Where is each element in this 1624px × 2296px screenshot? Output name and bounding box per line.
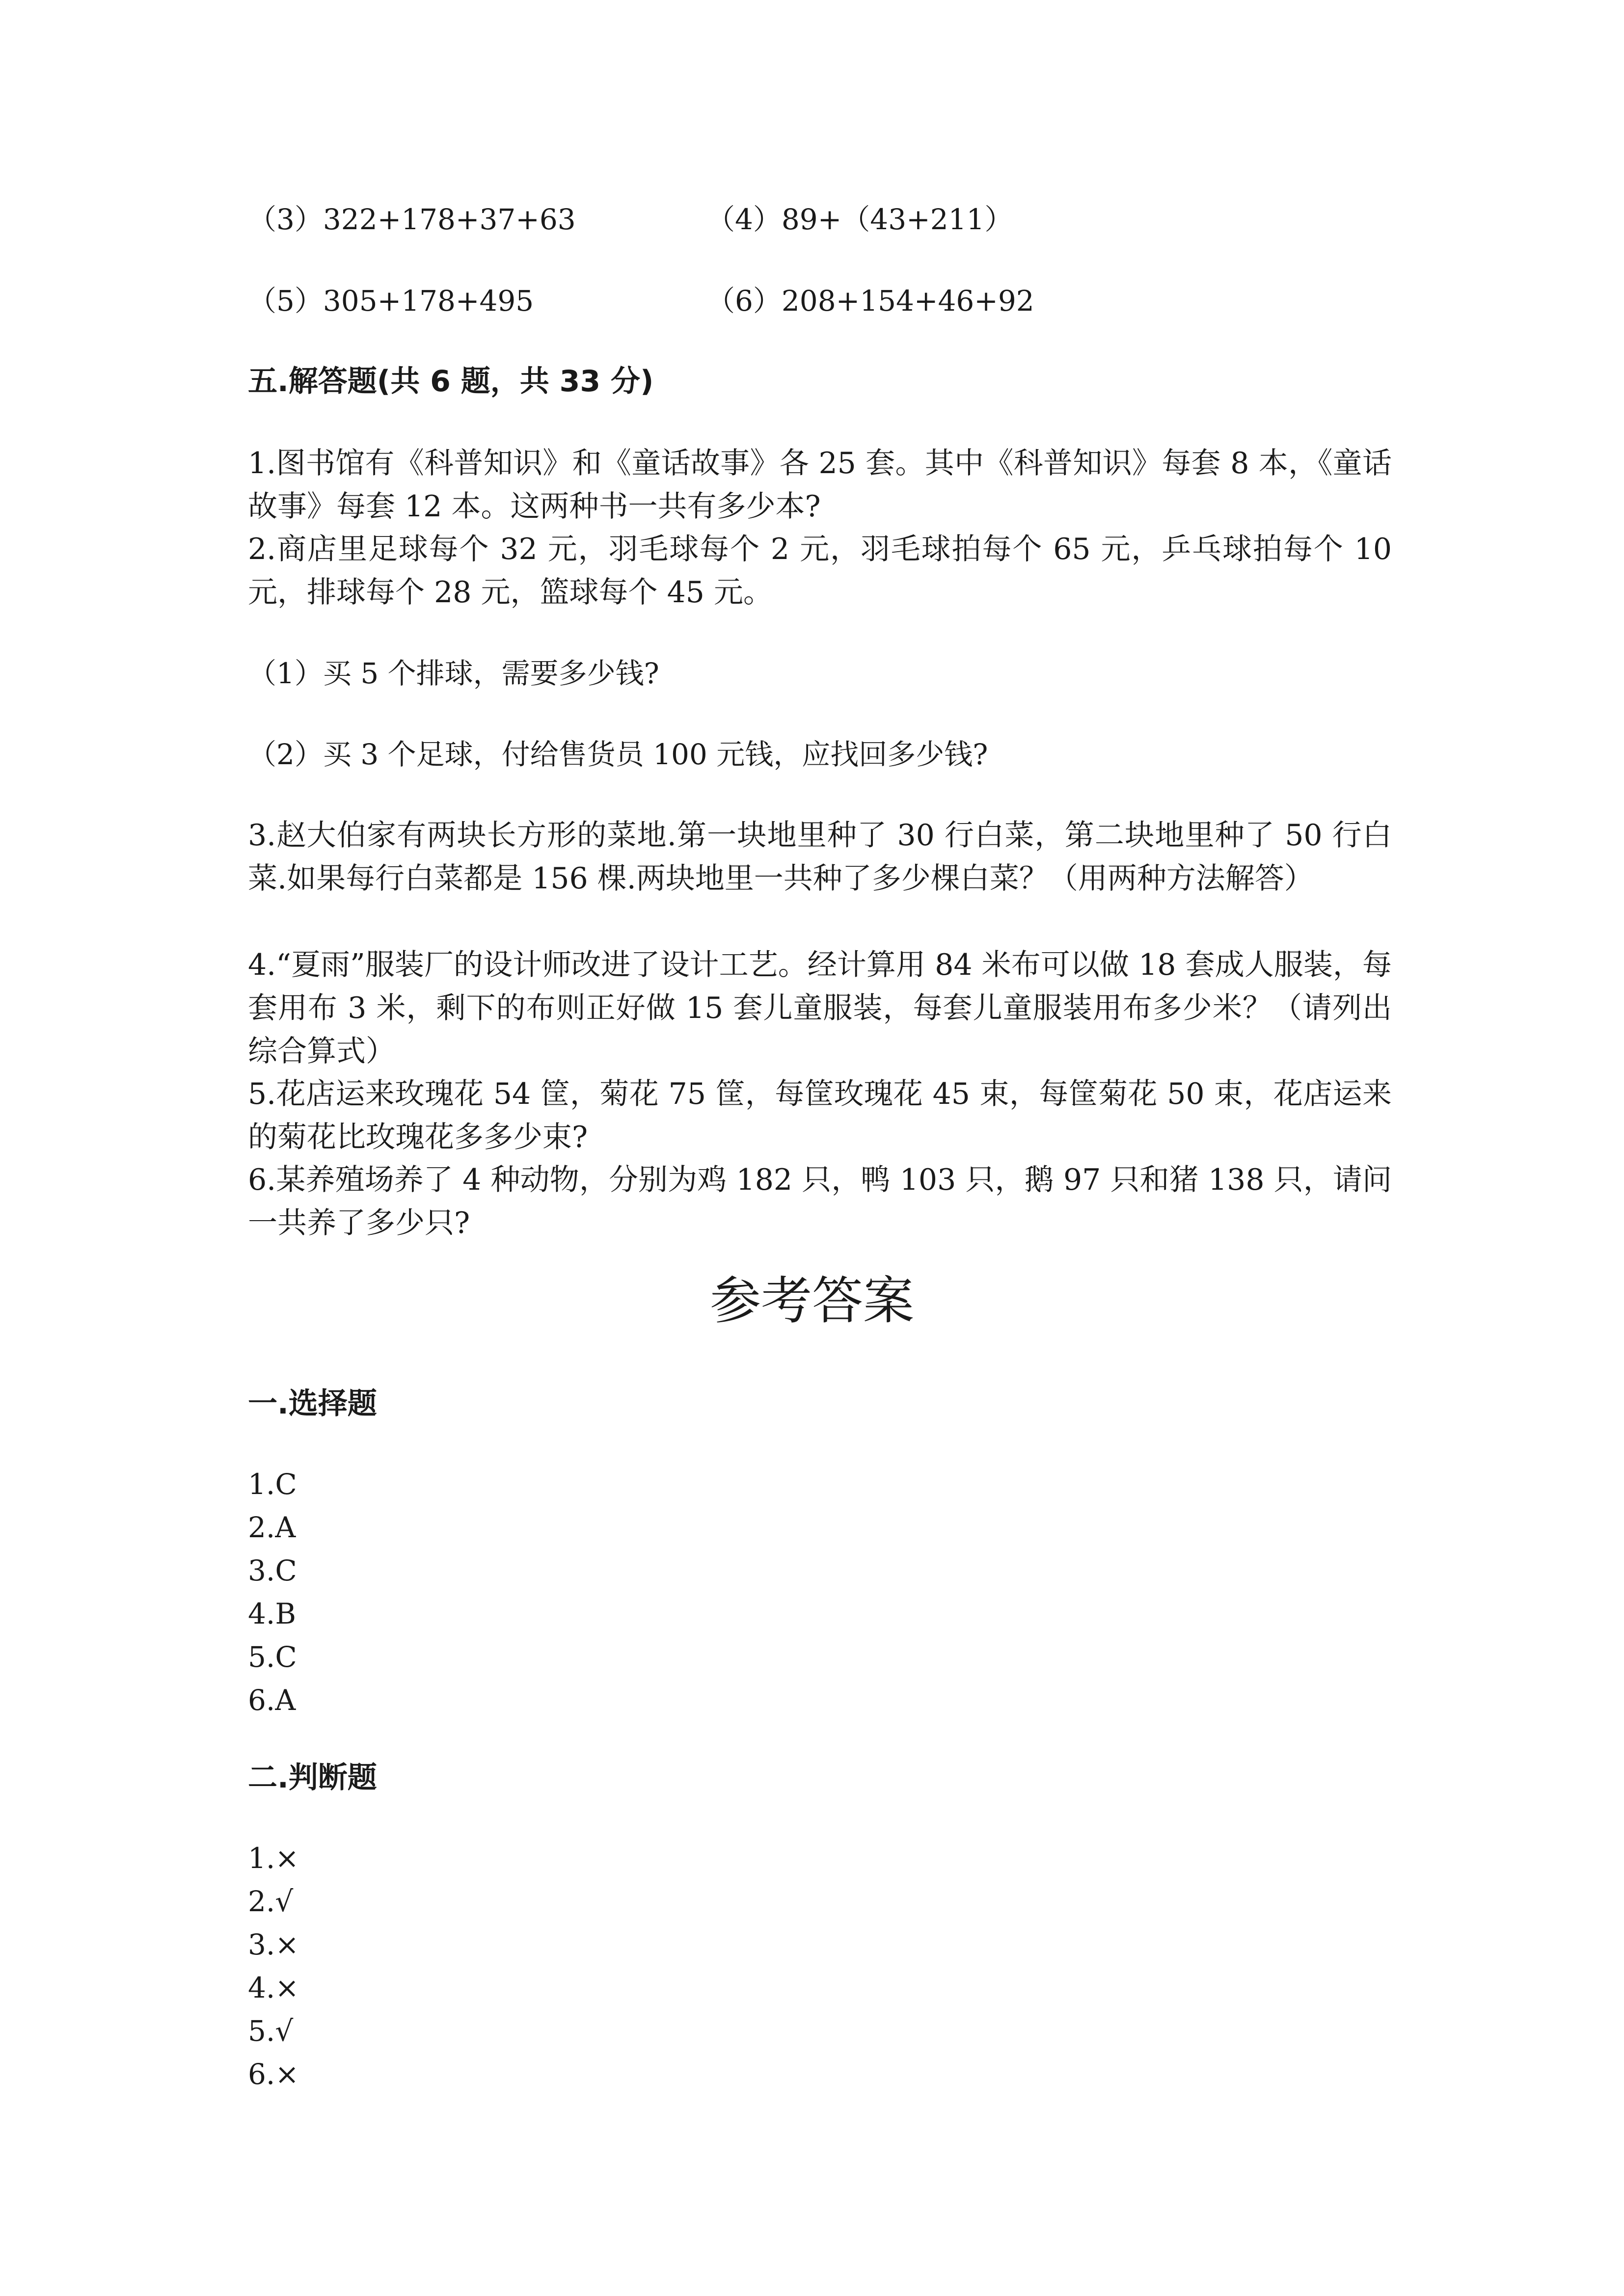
question-3: 3.赵大伯家有两块长方形的菜地.第一块地里种了 30 行白菜，第二块地里种了 50 行白菜.如果每行白菜都是 156 棵.两块地里一共种了多少棵白菜？（用两种方法解答） [248, 818, 1392, 896]
question-2-sub-2: （2）买 3 个足球，付给售货员 100 元钱，应找回多少钱? [248, 738, 988, 771]
answer-item: 5.√ [248, 2014, 294, 2048]
answer-item: 2.√ [248, 1885, 294, 1918]
answer-key-title: 参考答案 [709, 1271, 914, 1331]
calc-row-3-4 [248, 200, 1377, 239]
section-5-heading: 五.解答题(共 6 题，共 33 分) [248, 364, 654, 399]
answer-item: 1.× [248, 1842, 299, 1875]
calc-item-6: （6）208+154+46+92 [706, 284, 1034, 318]
question-2-sub-1: （1）买 5 个排球，需要多少钱? [248, 657, 659, 690]
answers-part2-list [248, 1837, 299, 2096]
calc-row-5-6 [248, 281, 1377, 320]
answer-item: 6.× [248, 2057, 299, 2091]
answers-part1-list [248, 1463, 297, 1722]
answer-item: 4.B [248, 1597, 296, 1630]
calc-item-3: （3）322+178+37+63 [248, 203, 576, 236]
calc-item-5: （5）305+178+495 [248, 284, 534, 318]
question-4: 4.“夏雨”服装厂的设计师改进了设计工艺。经计算用 84 米布可以做 18 套成人服装，每套用布 3 米，剩下的布则正好做 15 套儿童服装，每套儿童服装用布多少米？（请列出综合算式） [248, 948, 1392, 1068]
answer-item: 5.C [248, 1640, 297, 1674]
answer-item: 2.A [248, 1511, 296, 1544]
answers-part2-heading: 二.判断题 [248, 1761, 377, 1795]
question-5: 5.花店运来玫瑰花 54 筐，菊花 75 筐，每筐玫瑰花 45 束，每筐菊花 50 束，花店运来的菊花比玫瑰花多多少束? [248, 1077, 1392, 1154]
calc-item-4: （4）89+（43+211） [706, 203, 1013, 236]
question-2: 2.商店里足球每个 32 元，羽毛球每个 2 元，羽毛球拍每个 65 元，乒乓球拍每个 10 元，排球每个 28 元，篮球每个 45 元。 [248, 532, 1392, 610]
answer-item: 1.C [248, 1468, 297, 1501]
answer-item: 6.A [248, 1683, 296, 1717]
answer-item: 3.× [248, 1928, 299, 1961]
answer-item: 3.C [248, 1554, 297, 1587]
answers-part1-heading: 一.选择题 [248, 1387, 377, 1421]
answer-item: 4.× [248, 1971, 299, 2004]
question-1: 1.图书馆有《科普知识》和《童话故事》各 25 套。其中《科普知识》每套 8 本，《童话故事》每套 12 本。这两种书一共有多少本? [248, 446, 1392, 524]
question-6: 6.某养殖场养了 4 种动物，分别为鸡 182 只，鸭 103 只，鹅 97 只和猪 138 只，请问一共养了多少只? [248, 1163, 1392, 1240]
